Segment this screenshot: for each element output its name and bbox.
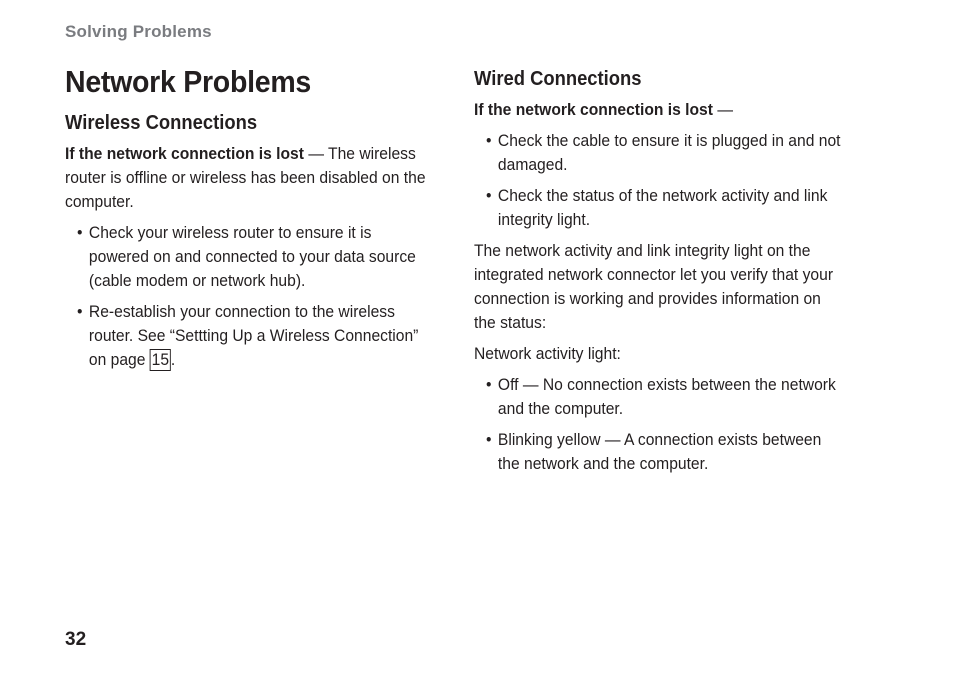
left-column <box>65 62 467 379</box>
wired-intro-lead: If the network connection is lost <box>474 100 713 119</box>
wired-intro <box>474 98 844 122</box>
right-column <box>474 66 876 483</box>
bullet-icon: • <box>76 223 83 242</box>
list-item-text: Blinking yellow — A connection exists between the network and the computer. <box>497 430 822 473</box>
wired-heading: Wired Connections <box>474 68 642 90</box>
list-item <box>486 184 844 232</box>
list-item-text: Off — No connection exists between the network and the computer. <box>497 375 836 418</box>
bullet-icon: • <box>76 302 83 321</box>
left-column-content <box>65 62 435 372</box>
wireless-intro-text: — The wireless router is offline or wireless has been disabled on the computer. <box>65 144 426 211</box>
bullet-icon: • <box>485 186 492 205</box>
page-15-link[interactable]: 15 <box>151 350 170 369</box>
list-item <box>486 373 844 421</box>
wired-list <box>474 129 844 232</box>
list-item <box>486 129 844 177</box>
list-item <box>77 300 435 372</box>
section-label: Solving Problems <box>65 22 212 41</box>
list-item-text: Check the status of the network activity and link integrity light. <box>497 186 828 229</box>
list-item-text: Check the cable to ensure it is plugged in and not damaged. <box>497 131 841 174</box>
bullet-icon: • <box>485 430 492 449</box>
wired-intro-text: — <box>712 100 733 119</box>
right-column-content <box>474 66 844 476</box>
activity-paragraph: The network activity and link integrity light on the integrated network connector let you verify that your connection is working and provides information on the status: <box>474 241 834 332</box>
activity-label: Network activity light: <box>474 344 621 363</box>
page-title: Network Problems <box>65 64 311 99</box>
list-item-text: Check your wireless router to ensure it is powered on and connected to your data source (cable modem or network hub). <box>88 223 416 290</box>
wireless-heading: Wireless Connections <box>65 112 258 134</box>
wireless-intro-lead: If the network connection is lost <box>65 144 304 163</box>
bullet-icon: • <box>485 375 492 394</box>
page-number: 32 <box>65 629 87 650</box>
link-suffix: . <box>170 350 176 369</box>
list-item <box>486 428 844 476</box>
wireless-intro <box>65 142 435 214</box>
bullet-icon: • <box>485 131 492 150</box>
activity-list <box>474 373 844 476</box>
list-item-text: Re-establish your connection to the wireless router. See “Settting Up a Wireless Connection” on page <box>88 302 419 369</box>
wireless-list <box>65 221 435 372</box>
list-item <box>77 221 435 293</box>
